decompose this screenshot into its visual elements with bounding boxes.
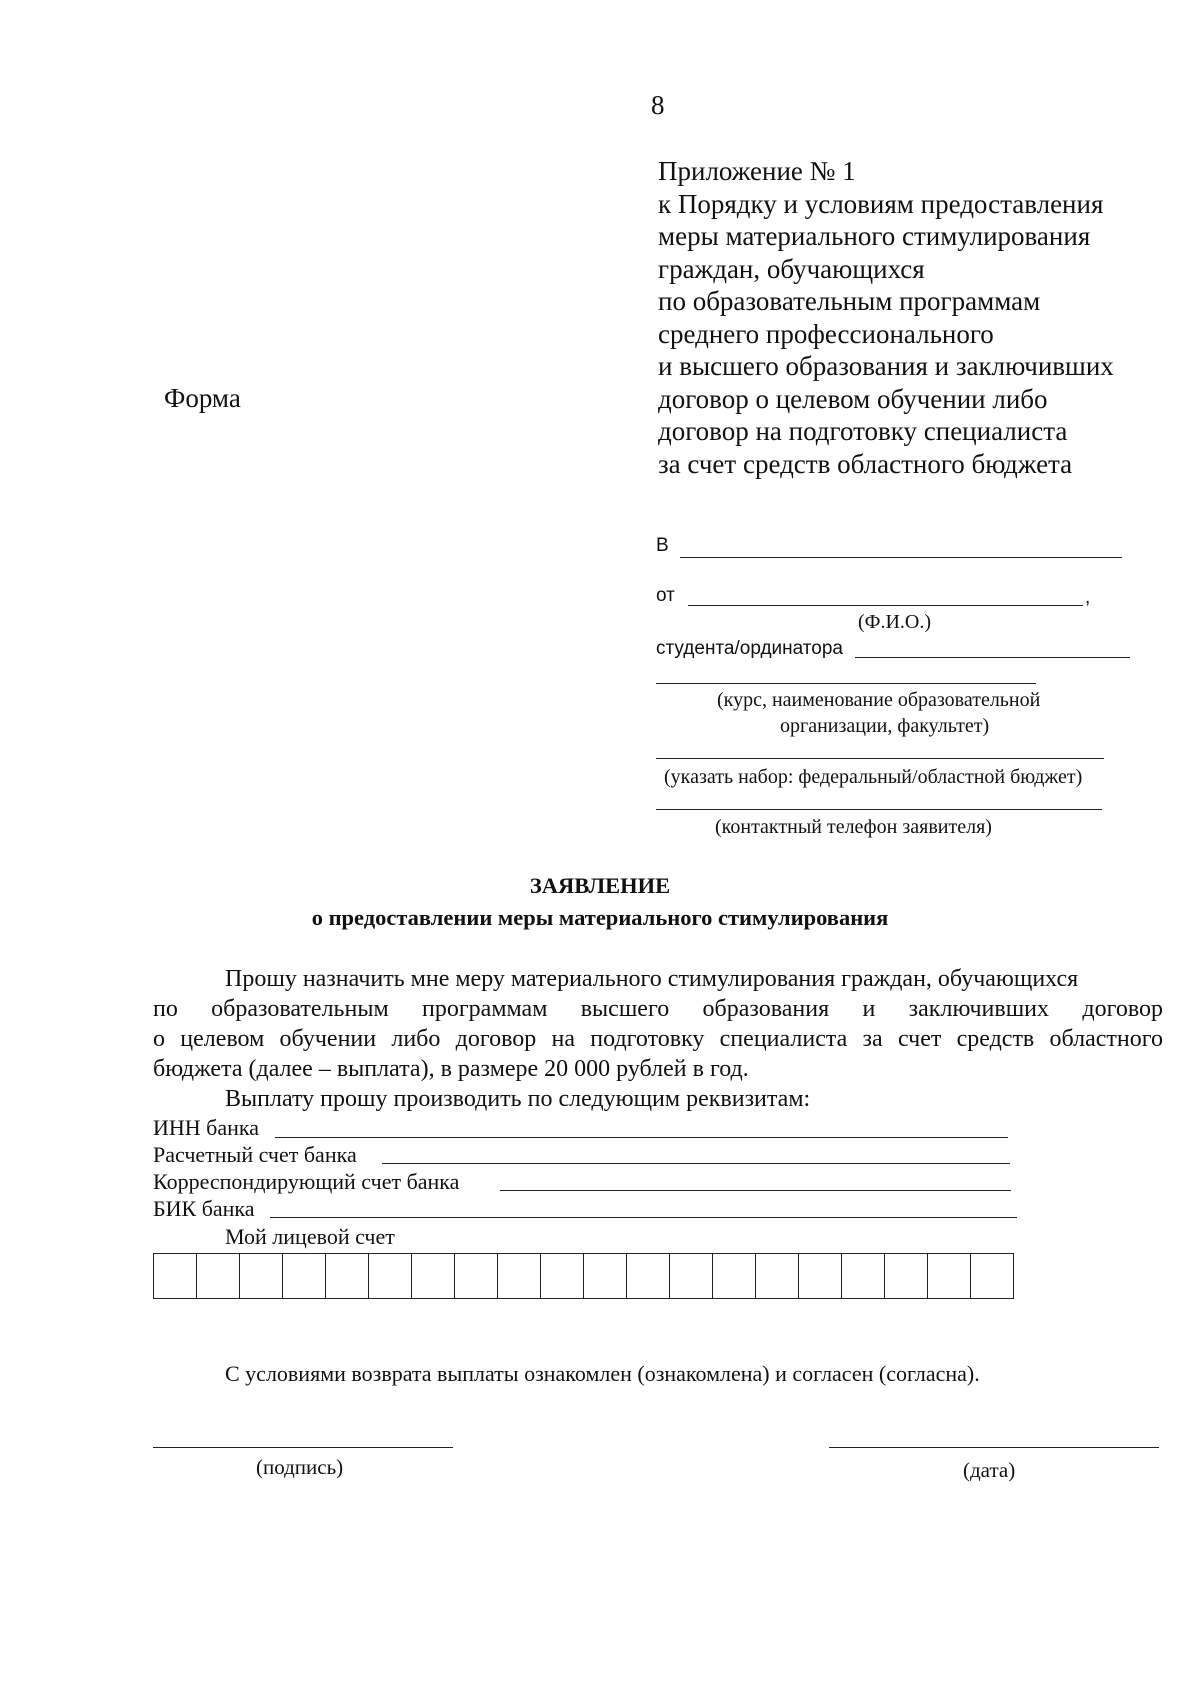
fio-caption: (Ф.И.О.) bbox=[858, 611, 932, 633]
course-caption-line1: (курс, наименование образовательной bbox=[717, 689, 1041, 711]
page-number: 8 bbox=[651, 90, 665, 120]
account-digit-cell[interactable] bbox=[584, 1254, 627, 1299]
body-line: по образовательным программам высшего образования и заключивших договор bbox=[153, 996, 1163, 1022]
account-digit-cell[interactable] bbox=[756, 1254, 799, 1299]
account-digit-cell[interactable] bbox=[197, 1254, 240, 1299]
signature-field[interactable] bbox=[153, 1447, 453, 1448]
appendix-line: меры материального стимулирования bbox=[658, 221, 1091, 251]
account-digit-cell[interactable] bbox=[928, 1254, 971, 1299]
appendix-line: договор о целевом обучении либо bbox=[658, 383, 1048, 414]
course-caption-line2: организации, факультет) bbox=[780, 715, 990, 737]
appendix-line: среднего профессионального bbox=[658, 318, 994, 349]
signature-caption: (подпись) bbox=[256, 1455, 344, 1479]
account-digit-cell[interactable] bbox=[842, 1254, 885, 1299]
account-digit-cell[interactable] bbox=[326, 1254, 369, 1299]
account-label: Расчетный счет банка bbox=[153, 1142, 357, 1167]
payment-intro: Выплату прошу производить по следующим реквизитам: bbox=[225, 1086, 811, 1112]
appendix-header bbox=[658, 155, 1114, 480]
from-comma: , bbox=[1085, 587, 1091, 608]
appendix-line: по образовательным программам bbox=[658, 286, 1041, 316]
form-label: Форма bbox=[164, 383, 241, 413]
from-field[interactable] bbox=[688, 605, 1083, 606]
to-field[interactable] bbox=[680, 557, 1122, 558]
appendix-line: к Порядку и условиям предоставления bbox=[658, 188, 1104, 219]
document-title: ЗАЯВЛЕНИЕ bbox=[529, 873, 671, 898]
account-digit-cell[interactable] bbox=[971, 1254, 1014, 1299]
corr-account-field[interactable] bbox=[500, 1190, 1011, 1191]
body-line: о целевом обучении либо договор на подготовку специалиста за счет средств областного bbox=[153, 1026, 1163, 1052]
body-line: бюджета (далее – выплата), в размере 20 000 рублей в год. bbox=[153, 1056, 749, 1082]
document-subtitle: о предоставлении меры материального стимулирования bbox=[311, 905, 889, 930]
account-digit-cell[interactable] bbox=[283, 1254, 326, 1299]
course-field[interactable] bbox=[656, 683, 1036, 684]
budget-field[interactable] bbox=[656, 758, 1104, 759]
account-digit-cell[interactable] bbox=[455, 1254, 498, 1299]
account-digit-cell[interactable] bbox=[713, 1254, 756, 1299]
date-caption: (дата) bbox=[963, 1458, 1016, 1482]
phone-field[interactable] bbox=[656, 809, 1102, 810]
account-digit-cell[interactable] bbox=[369, 1254, 412, 1299]
account-digit-cell[interactable] bbox=[412, 1254, 455, 1299]
account-digit-cell[interactable] bbox=[885, 1254, 928, 1299]
account-digit-cell[interactable] bbox=[627, 1254, 670, 1299]
corr-account-label: Корреспондирующий счет банка bbox=[153, 1169, 460, 1194]
phone-caption: (контактный телефон заявителя) bbox=[715, 816, 992, 838]
account-digit-cell[interactable] bbox=[670, 1254, 713, 1299]
inn-label: ИНН банка bbox=[153, 1115, 260, 1140]
account-digit-cell[interactable] bbox=[498, 1254, 541, 1299]
account-digit-cell[interactable] bbox=[799, 1254, 842, 1299]
from-label: от bbox=[656, 585, 675, 606]
date-field[interactable] bbox=[829, 1447, 1159, 1448]
student-field[interactable] bbox=[855, 657, 1130, 658]
appendix-line: и высшего образования и заключивших bbox=[658, 351, 1114, 381]
personal-account-grid[interactable] bbox=[153, 1253, 1014, 1299]
agreement-text: С условиями возврата выплаты ознакомлен (ознакомлена) и согласен (согласна). bbox=[225, 1361, 980, 1386]
bik-field[interactable] bbox=[270, 1217, 1017, 1218]
account-field[interactable] bbox=[382, 1163, 1010, 1164]
student-label: студента/ординатора bbox=[656, 638, 843, 659]
appendix-line: договор на подготовку специалиста bbox=[658, 416, 1068, 446]
account-digit-cell[interactable] bbox=[154, 1254, 197, 1299]
inn-field[interactable] bbox=[275, 1137, 1008, 1138]
budget-caption: (указать набор: федеральный/областной бюджет) bbox=[664, 766, 1083, 788]
account-digit-cell[interactable] bbox=[240, 1254, 283, 1299]
body-line: Прошу назначить мне меру материального стимулирования граждан, обучающихся bbox=[225, 966, 1079, 992]
appendix-line: Приложение № 1 bbox=[658, 156, 856, 186]
appendix-line: граждан, обучающихся bbox=[658, 253, 925, 284]
personal-account-label: Мой лицевой счет bbox=[225, 1224, 395, 1249]
appendix-line: за счет средств областного бюджета bbox=[658, 448, 1073, 479]
account-digit-cell[interactable] bbox=[541, 1254, 584, 1299]
bik-label: БИК банка bbox=[153, 1196, 255, 1221]
to-label: В bbox=[656, 535, 669, 556]
